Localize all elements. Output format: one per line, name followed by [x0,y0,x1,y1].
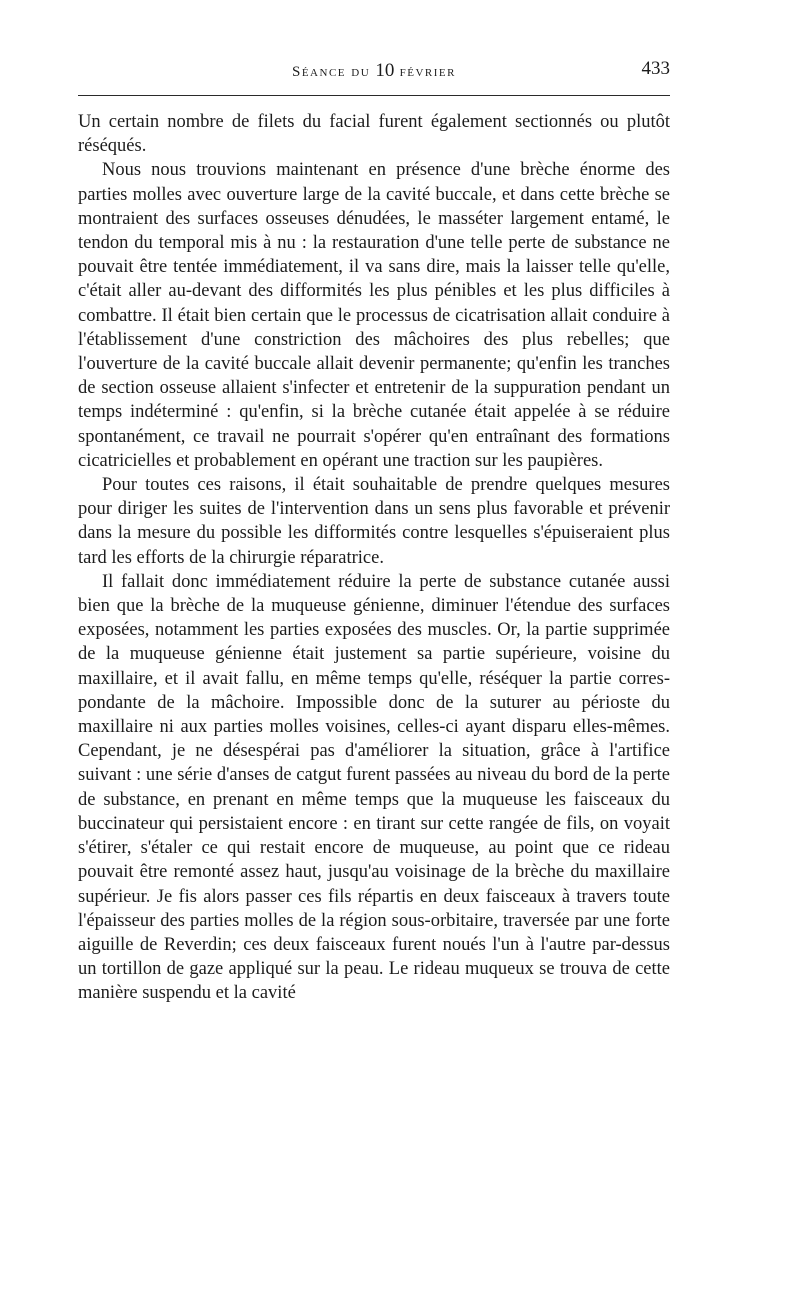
running-title-post: février [394,64,456,80]
page-header [78,56,670,86]
paragraph-4: Il fallait donc immédiatement réduire la perte de substance cutanée aussi bien que la brèche de la muqueuse génienne, diminuer l'étendue des surfaces exposées, notamment les parties exposées des muscles. Or, la partie supprimée de la muqueuse génienne était justement sa partie supérieure, voisine du maxillaire, et il avait fallu, en même temps qu'elle, réséquer la partie correspondante de la mâchoire. Impossible donc de la suturer au périoste du maxillaire ni aux parties molles voisines, celles-ci ayant disparu elles-mêmes. Cependant, je ne désespérai pas d'améliorer la situation, grâce à l'artifice suivant : une série d'anses de catgut furent passées au niveau du bord de la perte de substance, en prenant en même temps que la muqueuse les faisceaux du buccinateur qui persistaient encore : en tirant sur cette rangée de fils, on voyait s'étirer, s'étaler ce qui restait encore de muqueuse, au point que ce rideau pouvait être remonté assez haut, jusqu'au voisinage de la brèche du maxillaire supérieur. Je fis alors passer ces fils répartis en deux faisceaux à travers toute l'épaisseur des parties molles de la région sous-orbitaire, traversée par une forte aiguille de Reverdin; ces deux faisceaux furent noués l'un à l'autre par-dessus un tortillon de gaze appliqué sur la peau. Le rideau muqueux se trouva de cette manière suspendu et la cavité [78,571,670,1004]
running-title-number: 10 [375,60,395,81]
body-text [78,110,670,1006]
page-number: 433 [641,58,670,79]
header-rule [78,95,670,96]
paragraph-2: Nous nous trouvions maintenant en présence d'une brèche énorme des parties molles avec ouverture large de la cavité buccale, et dans cette brèche se montraient des surfaces osseuses dénudées, le masséter largement entamé, le tendon du temporal mis à nu : la restauration d'une telle perte de substance ne pouvait être tentée immédiatement, il va sans dire, mais la laisser telle qu'elle, c'était aller au-devant des difformités les plus pénibles et les plus difficiles à combattre. Il était bien certain que le processus de cicatrisation allait conduire à l'établissement d'une constriction des mâchoires des plus rebelles; que l'ouverture de la cavité buccale allait devenir permanente; qu'enfin les tranches de section osseuse allaient s'infecter et entretenir de la suppuration pendant un temps indéterminé : qu'enfin, si la brèche cutanée était appelée à se réduire spontanément, ce travail ne pourrait s'opérer qu'en entraînant des formations cicatricielles et probablement en opérant une traction sur les paupières. [78,160,670,471]
running-title-pre: Séance du [292,64,376,80]
paragraph-1: Un certain nombre de filets du facial furent également sectionnés ou plutôt réséqués. [78,112,670,157]
running-title [78,60,670,82]
paragraph-3: Pour toutes ces raisons, il était souhaitable de prendre quelques mesures pour diriger les suites de l'intervention dans un sens plus favorable et prévenir dans la mesure du possible les difformités contre lesquelles s'épuiseraient plus tard les efforts de la chirurgie réparatrice. [78,475,670,568]
